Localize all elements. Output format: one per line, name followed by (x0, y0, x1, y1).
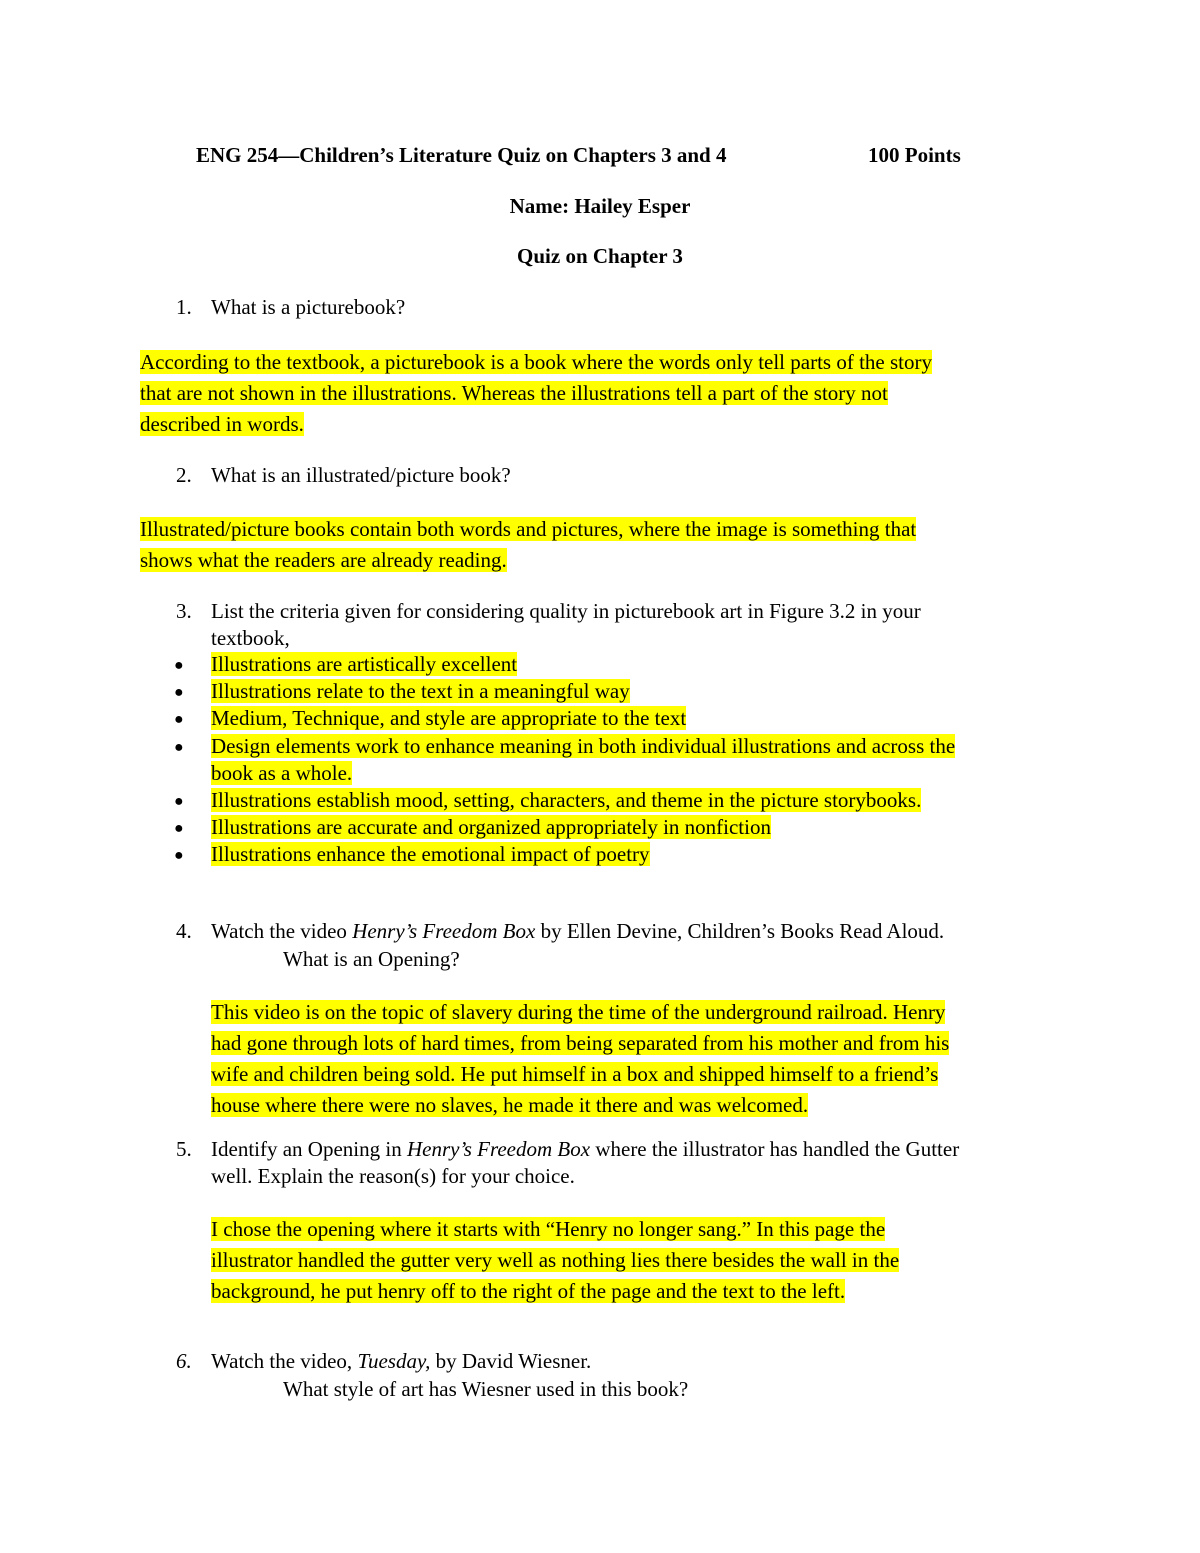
criteria-item: Illustrations establish mood, setting, characters, and theme in the picture storybooks. (211, 788, 922, 812)
bullet-icon: ● (174, 820, 184, 837)
question-6 (211, 1348, 591, 1375)
student-name: Name: Hailey Esper (509, 194, 691, 218)
bullet-icon: ● (174, 793, 184, 810)
bullet-icon: ● (174, 847, 184, 864)
bullet-icon: ● (174, 739, 184, 756)
question-text: by Ellen Devine, Children’s Books Read Aloud. (535, 919, 945, 943)
answer-line: that are not shown in the illustrations. Whereas the illustrations tell a part of the story not (140, 381, 888, 405)
answer-2 (140, 514, 916, 576)
video-title: Henry’s Freedom Box (352, 919, 536, 943)
bullet-icon: ● (174, 657, 184, 674)
criteria-item: Medium, Technique, and style are appropriate to the text (211, 706, 687, 730)
answer-line: described in words. (140, 412, 304, 436)
question-text: by David Wiesner. (430, 1349, 592, 1373)
answer-line: Illustrated/picture books contain both words and pictures, where the image is something that (140, 517, 917, 541)
question-text: where the illustrator has handled the Gutter (590, 1137, 960, 1161)
question-number: 1. (176, 295, 192, 319)
bullet-icon: ● (174, 684, 184, 701)
question-1: What is a picturebook? (211, 295, 406, 319)
answer-line: wife and children being sold. He put himself in a box and shipped himself to a friend’s (211, 1062, 939, 1086)
video-title: Henry’s Freedom Box (406, 1137, 591, 1161)
criteria-item: Illustrations are artistically excellent (211, 652, 518, 676)
sub-question-4: What is an Opening? (283, 947, 460, 971)
criteria-item: Illustrations are accurate and organized appropriately in nonfiction (211, 815, 771, 839)
criteria-item-continuation: book as a whole. (211, 761, 353, 785)
answer-line: background, he put henry off to the right of the page and the text to the left. (211, 1279, 846, 1303)
question-text: Identify an Opening in (211, 1137, 407, 1161)
question-5 (211, 1136, 959, 1163)
video-title: Tuesday, (357, 1349, 431, 1373)
question-number: 2. (176, 463, 192, 487)
points-label: 100 Points (868, 143, 961, 167)
criteria-item: Illustrations relate to the text in a meaningful way (211, 679, 630, 703)
answer-4 (211, 997, 949, 1121)
question-2: What is an illustrated/picture book? (211, 463, 511, 487)
question-3-line-1: List the criteria given for considering quality in picturebook art in Figure 3.2 in your (211, 599, 921, 623)
question-4 (211, 918, 944, 945)
answer-1 (140, 347, 932, 440)
answer-line: This video is on the topic of slavery during the time of the underground railroad. Henry (211, 1000, 946, 1024)
answer-line: According to the textbook, a picturebook is a book where the words only tell parts of the story (140, 350, 932, 374)
question-text: Watch the video (211, 919, 353, 943)
answer-line: had gone through lots of hard times, from being separated from his mother and from his (211, 1031, 950, 1055)
question-text: Watch the video, (211, 1349, 358, 1373)
question-number: 6. (176, 1349, 192, 1373)
answer-line: house where there were no slaves, he made it there and was welcomed. (211, 1093, 809, 1117)
question-3-line-2: textbook, (211, 626, 290, 650)
quiz-title: ENG 254—Children’s Literature Quiz on Chapters 3 and 4 (196, 143, 727, 167)
answer-line: shows what the readers are already reading. (140, 548, 507, 572)
section-title: Quiz on Chapter 3 (517, 244, 683, 268)
answer-line: illustrator handled the gutter very well as nothing lies there besides the wall in the (211, 1248, 900, 1272)
sub-question-6: What style of art has Wiesner used in this book? (283, 1377, 689, 1401)
answer-line: I chose the opening where it starts with “Henry no longer sang.” In this page the (211, 1217, 886, 1241)
question-number: 4. (176, 919, 192, 943)
question-number: 5. (176, 1137, 192, 1161)
criteria-item: Illustrations enhance the emotional impact of poetry (211, 842, 650, 866)
question-number: 3. (176, 599, 192, 623)
answer-5 (211, 1214, 899, 1307)
question-5-line-2: well. Explain the reason(s) for your choice. (211, 1164, 575, 1188)
criteria-item: Design elements work to enhance meaning in both individual illustrations and across the (211, 734, 956, 758)
bullet-icon: ● (174, 711, 184, 728)
